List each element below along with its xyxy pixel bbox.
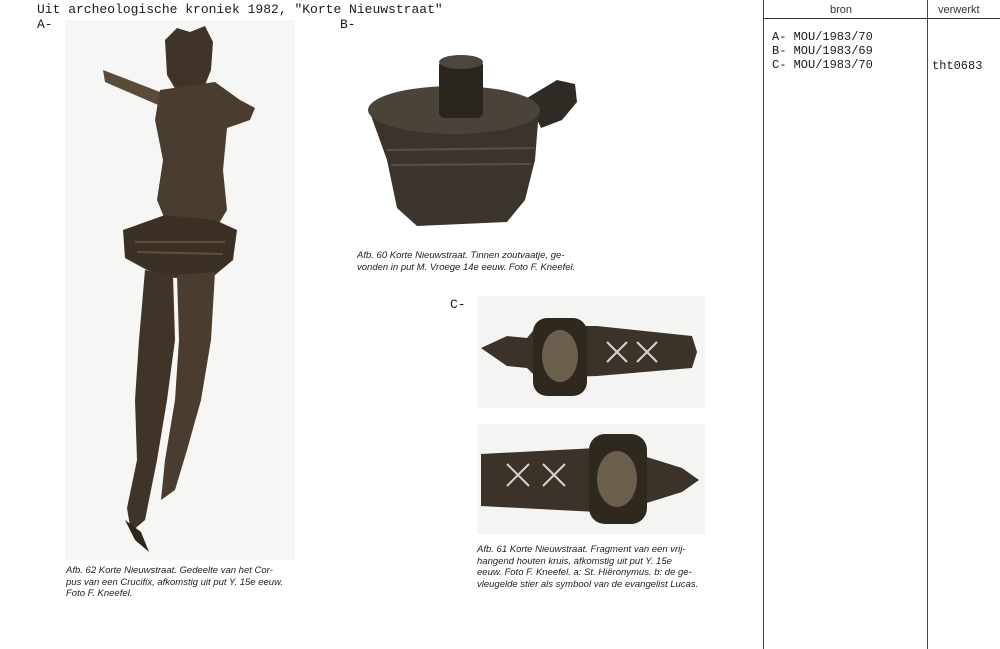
photo-salt-cellar — [357, 40, 589, 240]
caption-line: vonden in put M. Vroege 14e eeuw. Foto F. Kneefel. — [357, 261, 576, 273]
label-b: B- — [340, 17, 356, 32]
label-a: A- — [37, 17, 53, 32]
source-line-a: A- MOU/1983/70 — [772, 30, 873, 44]
label-c: C- — [450, 297, 466, 312]
column-divider — [763, 0, 764, 649]
photo-cross-fragment-b — [477, 424, 705, 534]
caption-line: Afb. 61 Korte Nieuwstraat. Fragment van een vrij- — [477, 544, 686, 555]
caption-line: Afb. 62 Korte Nieuwstraat. Gedeelte van het Cor- — [66, 565, 273, 576]
caption-line: pus van een Crucifix, afkomstig uit put Y. 15e eeuw. — [66, 576, 284, 588]
photo-crucifix-corpus — [65, 20, 295, 560]
verwerkt-value: tht0683 — [932, 59, 983, 73]
caption-afb-61 — [477, 544, 717, 590]
source-line-b: B- MOU/1983/69 — [772, 44, 873, 58]
document-title: Uit archeologische kroniek 1982, "Korte Nieuwstraat" — [37, 2, 443, 17]
caption-line: Foto F. Kneefel. — [66, 588, 133, 599]
caption-line: vleugelde stier als symbool van de evangelist Lucas. — [477, 578, 699, 590]
caption-afb-62 — [66, 565, 306, 600]
caption-afb-60 — [357, 250, 597, 273]
caption-line: Afb. 60 Korte Nieuwstraat. Tinnen zoutvaatje, ge- — [357, 250, 565, 261]
photo-cross-fragment-a — [477, 296, 705, 408]
header-verwerkt: verwerkt — [938, 4, 980, 16]
caption-line: eeuw. Foto F. Kneefel. a: St. Hiëronymus. b: de ge- — [477, 567, 692, 578]
caption-line: hangend houten kruis, afkomstig uit put Y. 15e — [477, 555, 672, 567]
column-divider — [927, 0, 928, 649]
header-bron: bron — [830, 4, 853, 16]
header-rule — [763, 18, 1000, 19]
source-line-c: C- MOU/1983/70 — [772, 58, 873, 72]
